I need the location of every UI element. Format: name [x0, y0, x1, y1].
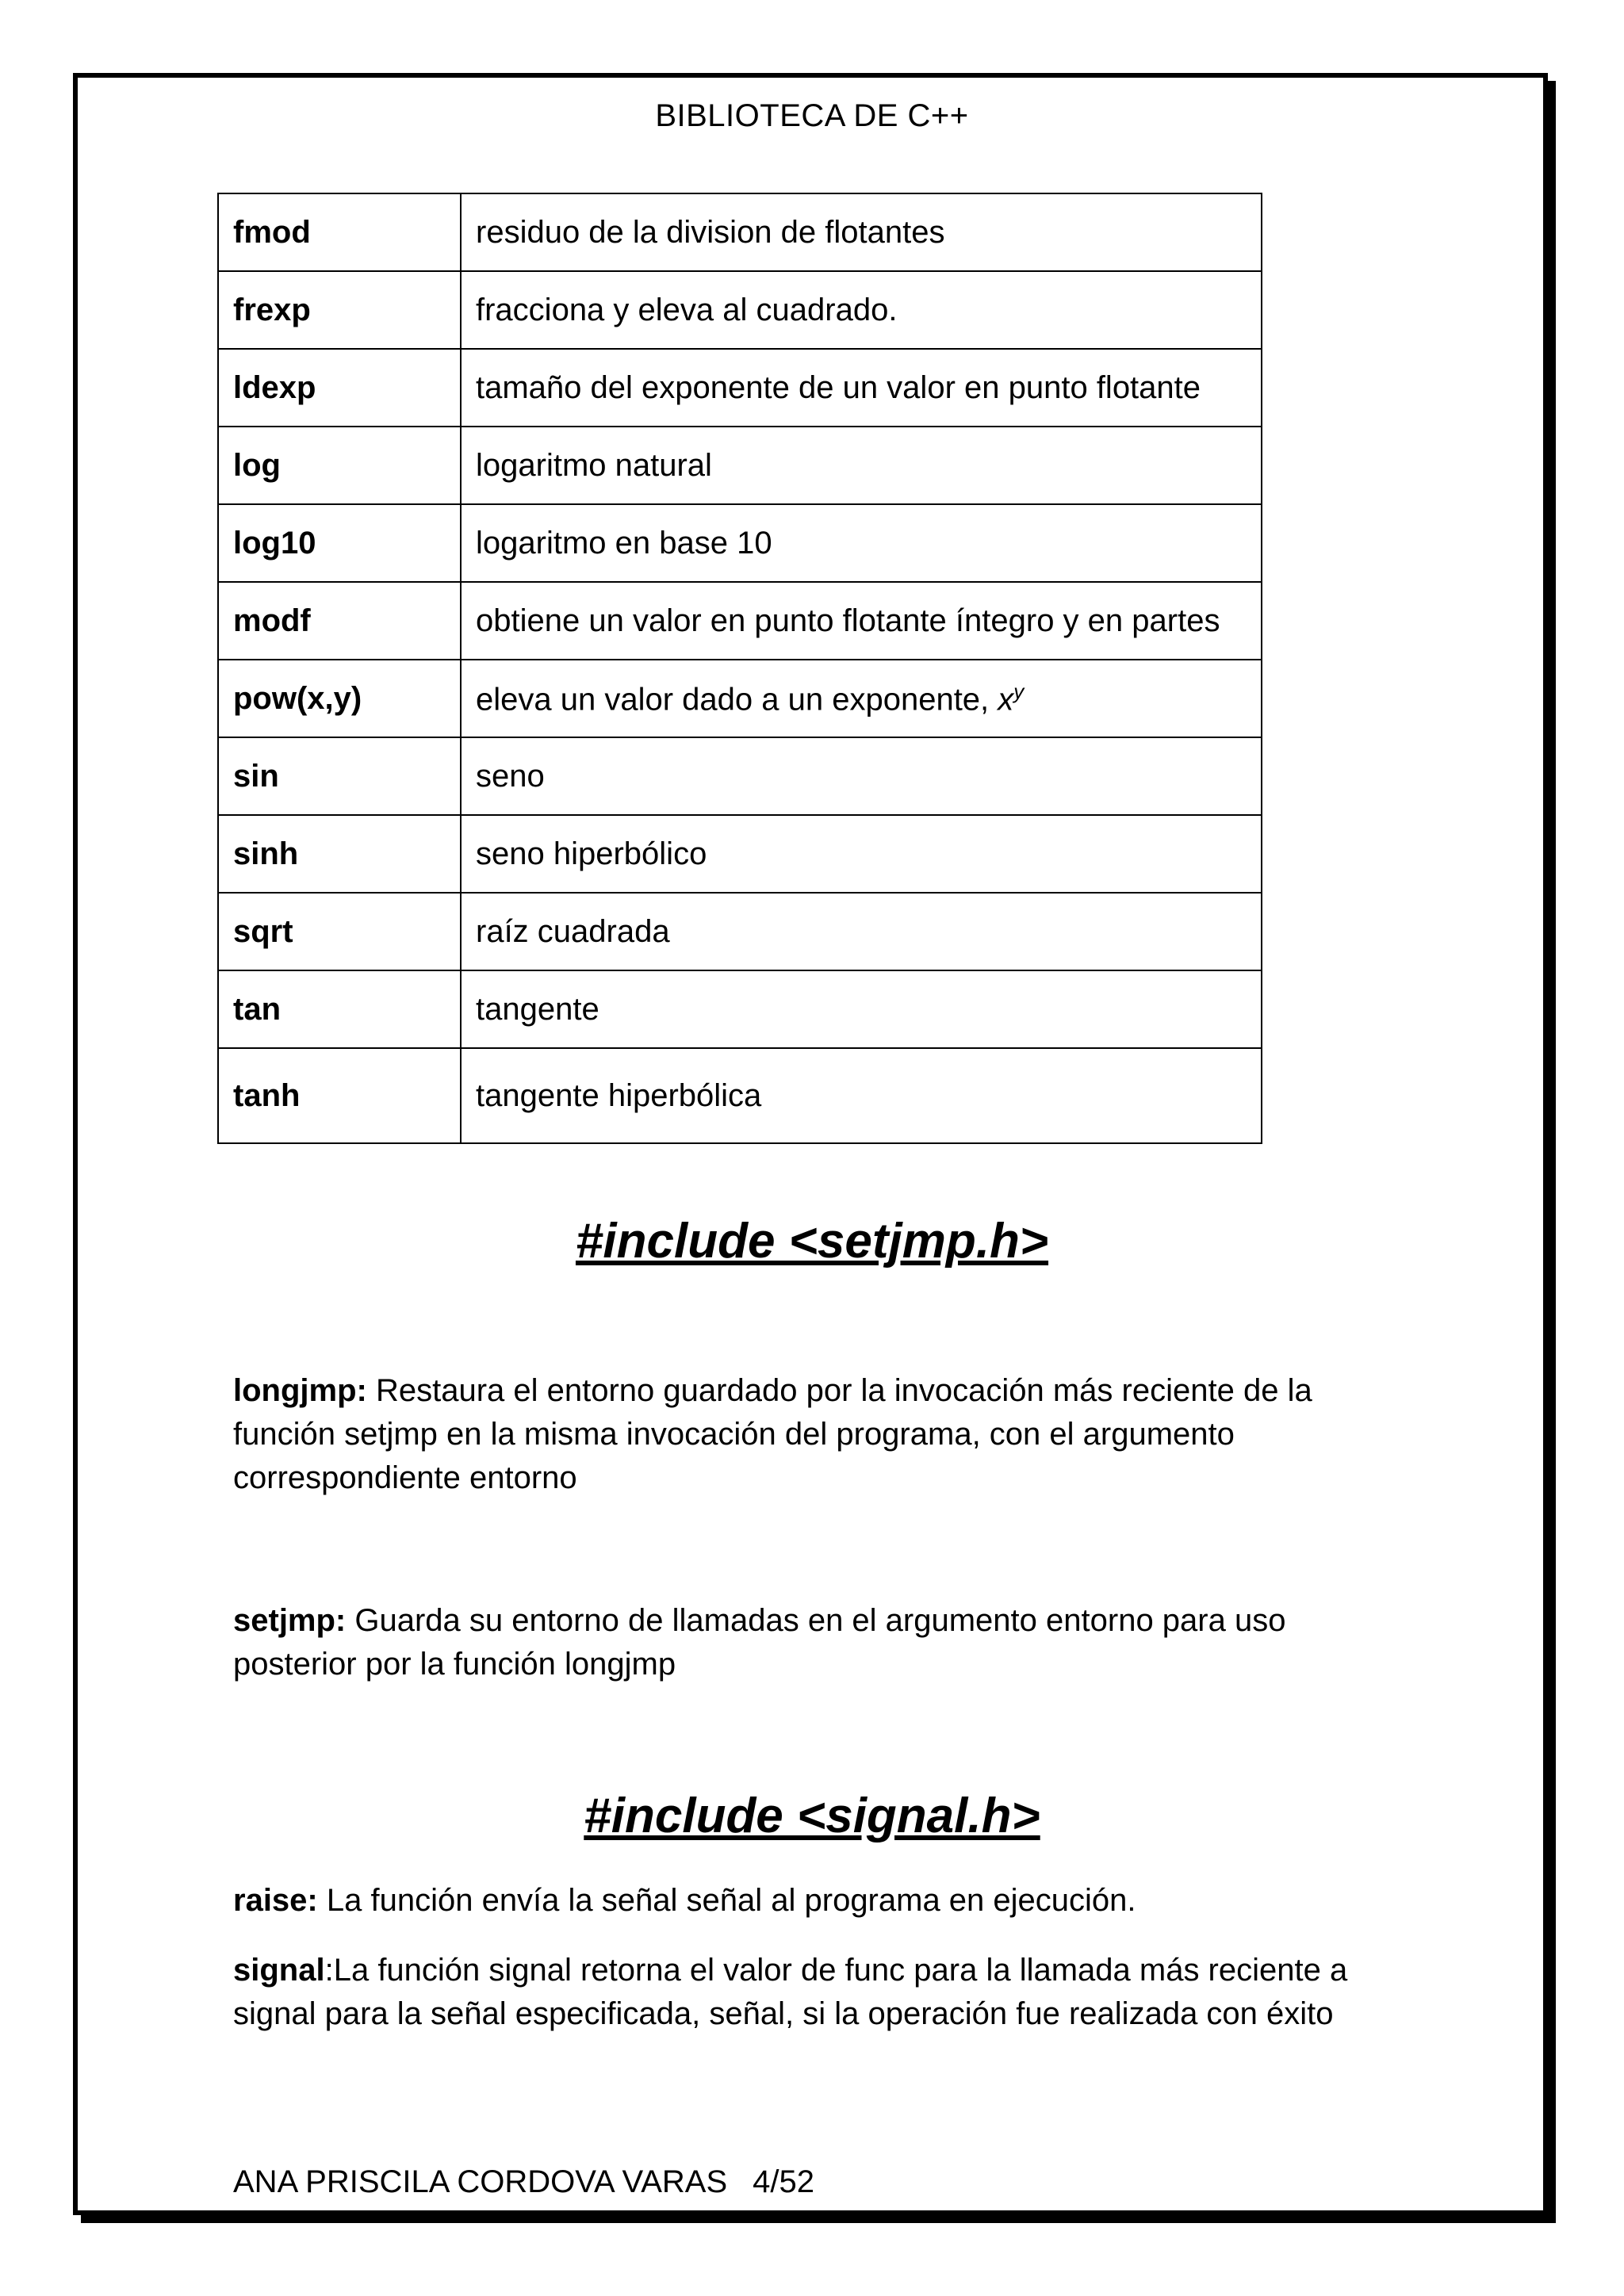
- function-description: fracciona y eleva al cuadrado.: [461, 271, 1262, 349]
- function-description: residuo de la division de flotantes: [461, 193, 1262, 271]
- table-row: [218, 271, 1262, 349]
- function-name: log10: [218, 504, 461, 582]
- function-name: tan: [218, 970, 461, 1048]
- definition-raise: La función envía la señal señal al programa en ejecución.: [317, 1883, 1136, 1918]
- function-description: tangente: [461, 970, 1262, 1048]
- paragraph-signal: [233, 1949, 1407, 2036]
- function-name: sqrt: [218, 893, 461, 970]
- table-row: [218, 970, 1262, 1048]
- function-description: obtiene un valor en punto flotante íntegro y en partes: [461, 582, 1262, 660]
- page-footer: [233, 2164, 814, 2200]
- term-signal: signal: [233, 1953, 325, 1988]
- function-description: tamaño del exponente de un valor en punto flotante: [461, 349, 1262, 427]
- table-row: [218, 504, 1262, 582]
- table-row: [218, 582, 1262, 660]
- definition-setjmp: Guarda su entorno de llamadas en el argumento entorno para uso posterior por la función longjmp: [233, 1603, 1286, 1682]
- function-description: tangente hiperbólica: [461, 1048, 1262, 1143]
- function-description: logaritmo natural: [461, 427, 1262, 504]
- math-superscript: y: [1013, 679, 1025, 703]
- math-base: x: [998, 682, 1014, 718]
- footer-author: ANA PRISCILA CORDOVA VARAS: [233, 2164, 728, 2199]
- function-name: pow(x,y): [218, 660, 461, 737]
- table-row: [218, 349, 1262, 427]
- table-row: [218, 1048, 1262, 1143]
- function-name: tanh: [218, 1048, 461, 1143]
- function-description: logaritmo en base 10: [461, 504, 1262, 582]
- page-header: BIBLIOTECA DE C++: [655, 98, 969, 133]
- functions-table: [217, 193, 1262, 1144]
- function-description: seno hiperbólico: [461, 815, 1262, 893]
- function-name: sin: [218, 737, 461, 815]
- table-row: [218, 893, 1262, 970]
- paragraph-raise: [233, 1879, 1407, 1923]
- definition-signal: :La función signal retorna el valor de func para la llamada más reciente a signal para la señal especificada, señal, si la operación fue realizada con éxito: [233, 1953, 1348, 2031]
- section-title-setjmp: #include <setjmp.h>: [575, 1214, 1049, 1269]
- table-row: [218, 660, 1262, 737]
- function-description: [461, 660, 1262, 737]
- paragraph-longjmp: [233, 1369, 1407, 1500]
- section-title-signal: #include <signal.h>: [584, 1789, 1040, 1843]
- table-row: [218, 193, 1262, 271]
- function-name: fmod: [218, 193, 461, 271]
- function-name: sinh: [218, 815, 461, 893]
- function-name: ldexp: [218, 349, 461, 427]
- function-name: log: [218, 427, 461, 504]
- term-longjmp: longjmp:: [233, 1373, 367, 1408]
- function-name: modf: [218, 582, 461, 660]
- paragraph-setjmp: [233, 1599, 1407, 1686]
- table-row: [218, 815, 1262, 893]
- term-raise: raise:: [233, 1883, 318, 1918]
- table-row: [218, 427, 1262, 504]
- function-description: seno: [461, 737, 1262, 815]
- footer-page-number: 4/52: [753, 2164, 815, 2199]
- term-setjmp: setjmp:: [233, 1603, 347, 1638]
- description-text: eleva un valor dado a un exponente,: [476, 682, 998, 718]
- definition-longjmp: Restaura el entorno guardado por la invocación más reciente de la función setjmp en la misma invocación del programa, con el argumento correspondiente entorno: [233, 1373, 1312, 1495]
- table-row: [218, 737, 1262, 815]
- function-description: raíz cuadrada: [461, 893, 1262, 970]
- function-name: frexp: [218, 271, 461, 349]
